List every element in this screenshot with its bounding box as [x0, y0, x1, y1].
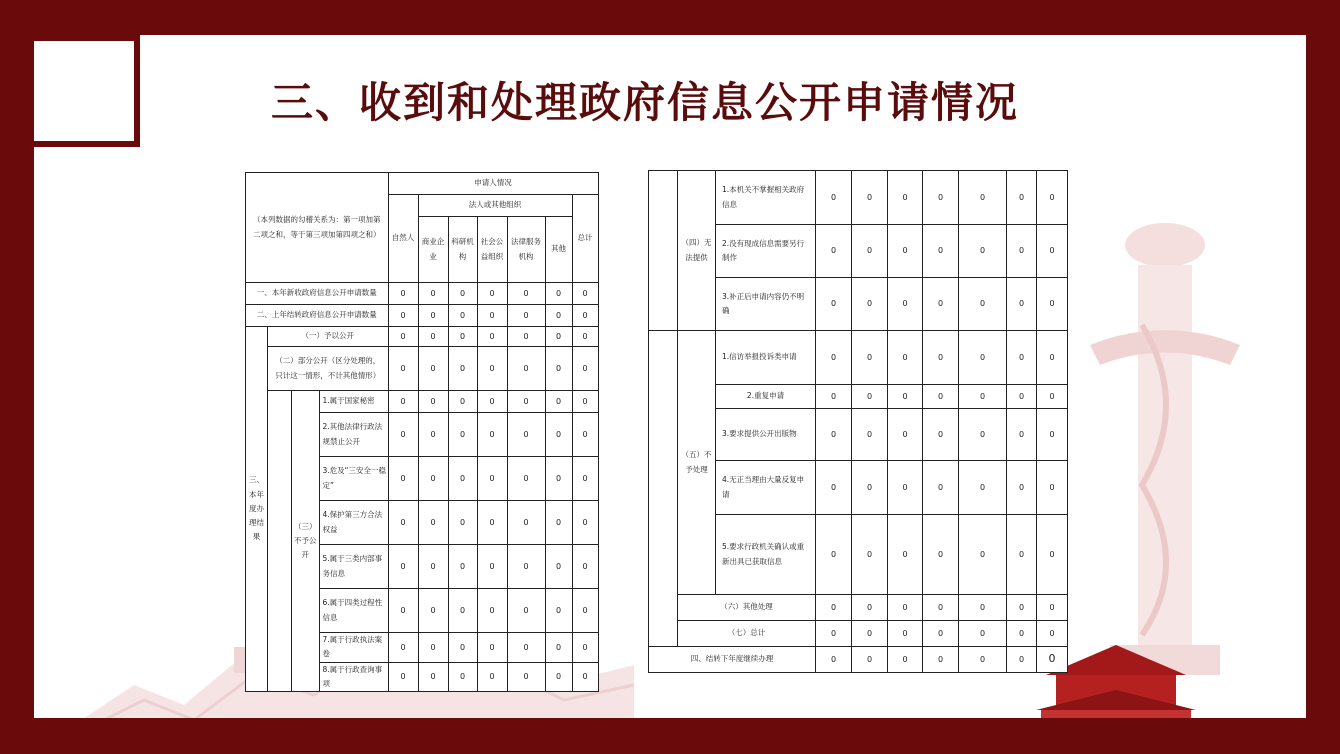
cell-value: 0 [959, 331, 1007, 385]
row-label: 1.属于国家秘密 [319, 391, 388, 413]
cell-value: 0 [507, 327, 545, 347]
cell-value: 0 [959, 515, 1007, 595]
cell-value: 0 [816, 461, 852, 515]
table-row [246, 391, 599, 413]
cell-value: 0 [1037, 225, 1068, 278]
not-handle-group: （五）不予处理 [678, 331, 716, 595]
cell-value: 0 [477, 545, 507, 589]
cell-value: 0 [545, 633, 572, 663]
cell-value: 0 [1037, 621, 1068, 647]
cell-value: 0 [448, 305, 477, 327]
cell-value: 0 [545, 327, 572, 347]
cell-value: 0 [1037, 385, 1068, 409]
cell-value: 0 [959, 461, 1007, 515]
table-row [649, 621, 1068, 647]
row-label: 2.没有现成信息需要另行制作 [716, 225, 816, 278]
cell-value: 0 [545, 589, 572, 633]
cell-value: 0 [418, 347, 448, 391]
right-statistics-table [648, 170, 1068, 673]
cell-value: 0 [418, 327, 448, 347]
cell-value: 0 [1007, 331, 1037, 385]
row-label: 2.其他法律行政法规禁止公开 [319, 413, 388, 457]
cell-value: 0 [545, 413, 572, 457]
row-label: 4.保护第三方合法权益 [319, 501, 388, 545]
cell-value: 0 [507, 633, 545, 663]
cell-value: 0 [852, 647, 888, 673]
cell-value: 0 [545, 501, 572, 545]
cell-value: 0 [388, 633, 418, 663]
cell-value: 0 [852, 621, 888, 647]
cell-value: 0 [477, 413, 507, 457]
cell-value: 0 [572, 283, 598, 305]
cell-value: 0 [852, 278, 888, 331]
row-label: （一）予以公开 [268, 327, 389, 347]
cell-value: 0 [418, 305, 448, 327]
cell-value: 0 [572, 589, 598, 633]
cell-value: 0 [388, 545, 418, 589]
cell-value: 0 [418, 633, 448, 663]
cell-value: 0 [816, 331, 852, 385]
row-label: 5.属于三类内部事务信息 [319, 545, 388, 589]
not-public-group: （三）不予公开 [292, 391, 320, 692]
cell-value: 0 [418, 501, 448, 545]
cell-value: 0 [507, 305, 545, 327]
cell-value: 0 [572, 347, 598, 391]
cell-value: 0 [448, 327, 477, 347]
row-label: 1.本机关不掌握相关政府信息 [716, 171, 816, 225]
cell-value: 0 [418, 391, 448, 413]
header-other: 其他 [545, 217, 572, 283]
cell-value: 0 [507, 589, 545, 633]
cell-value: 0 [888, 278, 923, 331]
header-legal-group: 法人或其他组织 [418, 195, 572, 217]
cell-value: 0 [448, 633, 477, 663]
cell-value: 0 [477, 457, 507, 501]
cell-value: 0 [888, 171, 923, 225]
spacer-cell [649, 331, 678, 647]
cell-value: 0 [888, 225, 923, 278]
cell-value: 0 [448, 457, 477, 501]
cell-value: 0 [1037, 171, 1068, 225]
cell-value: 0 [388, 391, 418, 413]
cell-value: 0 [1037, 515, 1068, 595]
cell-value: 0 [572, 545, 598, 589]
cell-value: 0 [572, 413, 598, 457]
cell-value: 0 [1037, 647, 1068, 673]
cell-value: 0 [477, 391, 507, 413]
cell-value: 0 [852, 225, 888, 278]
cell-value: 0 [816, 515, 852, 595]
cell-value: 0 [959, 278, 1007, 331]
cell-value: 0 [572, 633, 598, 663]
cell-value: 0 [923, 385, 959, 409]
cell-value: 0 [816, 621, 852, 647]
row-label: 5.要求行政机关确认或重新出具已获取信息 [716, 515, 816, 595]
cell-value: 0 [448, 662, 477, 692]
row-label: 1.信访举报投诉类申请 [716, 331, 816, 385]
cell-value: 0 [388, 501, 418, 545]
table-row [246, 305, 599, 327]
huabiao-pillar-watermark [1060, 205, 1270, 685]
table-row [246, 327, 599, 347]
cell-value: 0 [816, 595, 852, 621]
cell-value: 0 [959, 225, 1007, 278]
cell-value: 0 [572, 327, 598, 347]
header-social: 社会公益组织 [477, 217, 507, 283]
cell-value: 0 [1037, 278, 1068, 331]
header-note: （本列数据的勾稽关系为：第一项加第二项之和，等于第三项加第四项之和） [246, 173, 389, 283]
cell-value: 0 [816, 385, 852, 409]
cell-value: 0 [1007, 621, 1037, 647]
row-label: （六）其他处理 [678, 595, 816, 621]
table-row [649, 595, 1068, 621]
cell-value: 0 [448, 413, 477, 457]
cell-value: 0 [959, 171, 1007, 225]
cell-value: 0 [959, 595, 1007, 621]
header-commercial: 商业企业 [418, 217, 448, 283]
row-label: 3.危及“三安全一稳定” [319, 457, 388, 501]
row-label: 四、结转下年度继续办理 [649, 647, 816, 673]
left-statistics-table [245, 172, 599, 692]
right-table-panel [648, 170, 1068, 673]
cell-value: 0 [448, 501, 477, 545]
cell-value: 0 [418, 413, 448, 457]
row-label: 7.属于行政执法案卷 [319, 633, 388, 663]
table-row [246, 347, 599, 391]
cell-value: 0 [816, 225, 852, 278]
page-title: 三、收到和处理政府信息公开申请情况 [270, 78, 1019, 127]
cell-value: 0 [448, 589, 477, 633]
cell-value: 0 [888, 461, 923, 515]
cell-value: 0 [923, 171, 959, 225]
cell-value: 0 [923, 461, 959, 515]
cell-value: 0 [388, 589, 418, 633]
cell-value: 0 [388, 305, 418, 327]
cell-value: 0 [418, 589, 448, 633]
cell-value: 0 [923, 621, 959, 647]
cell-value: 0 [448, 391, 477, 413]
cell-value: 0 [572, 457, 598, 501]
cell-value: 0 [572, 662, 598, 692]
row-label: （七）总计 [678, 621, 816, 647]
cell-value: 0 [507, 413, 545, 457]
cell-value: 0 [888, 409, 923, 461]
cell-value: 0 [959, 409, 1007, 461]
header-legal-service: 法律服务机构 [507, 217, 545, 283]
cell-value: 0 [1007, 461, 1037, 515]
cell-value: 0 [888, 647, 923, 673]
cell-value: 0 [959, 385, 1007, 409]
cell-value: 0 [477, 305, 507, 327]
header-applicant: 申请人情况 [388, 173, 598, 195]
cell-value: 0 [477, 501, 507, 545]
cell-value: 0 [507, 501, 545, 545]
cell-value: 0 [388, 283, 418, 305]
cell-value: 0 [1007, 278, 1037, 331]
cell-value: 0 [816, 409, 852, 461]
cell-value: 0 [545, 662, 572, 692]
row-label: 一、本年新收政府信息公开申请数量 [246, 283, 389, 305]
cell-value: 0 [852, 595, 888, 621]
cell-value: 0 [477, 589, 507, 633]
cell-value: 0 [507, 662, 545, 692]
cell-value: 0 [477, 633, 507, 663]
cell-value: 0 [388, 347, 418, 391]
cell-value: 0 [1007, 385, 1037, 409]
cell-value: 0 [448, 347, 477, 391]
cell-value: 0 [507, 391, 545, 413]
cell-value: 0 [507, 347, 545, 391]
cell-value: 0 [545, 305, 572, 327]
cell-value: 0 [923, 595, 959, 621]
cell-value: 0 [816, 647, 852, 673]
cell-value: 0 [448, 283, 477, 305]
cell-value: 0 [545, 347, 572, 391]
cell-value: 0 [852, 515, 888, 595]
table-row [649, 331, 1068, 385]
cell-value: 0 [1007, 225, 1037, 278]
cell-value: 0 [477, 327, 507, 347]
row-label: 6.属于四类过程性信息 [319, 589, 388, 633]
cell-value: 0 [852, 461, 888, 515]
cell-value: 0 [1007, 171, 1037, 225]
cell-value: 0 [1037, 461, 1068, 515]
cell-value: 0 [418, 457, 448, 501]
cell-value: 0 [923, 647, 959, 673]
left-table-panel [245, 172, 599, 692]
cell-value: 0 [1037, 409, 1068, 461]
cell-value: 0 [388, 662, 418, 692]
cell-value: 0 [888, 621, 923, 647]
cell-value: 0 [477, 347, 507, 391]
table-row [246, 283, 599, 305]
header-natural: 自然人 [388, 195, 418, 283]
cell-value: 0 [1007, 515, 1037, 595]
cell-value: 0 [545, 391, 572, 413]
cell-value: 0 [477, 283, 507, 305]
cell-value: 0 [1037, 331, 1068, 385]
cell-value: 0 [1007, 409, 1037, 461]
cell-value: 0 [507, 283, 545, 305]
header-total: 总计 [572, 195, 598, 283]
row-label: （二）部分公开（区分处理的，只计这一情形，不计其他情形） [268, 347, 389, 391]
cell-value: 0 [388, 327, 418, 347]
cell-value: 0 [816, 278, 852, 331]
row-label: 8.属于行政查询事项 [319, 662, 388, 692]
cell-value: 0 [545, 457, 572, 501]
cell-value: 0 [507, 545, 545, 589]
row-label: 3.补正后申请内容仍不明确 [716, 278, 816, 331]
cell-value: 0 [572, 305, 598, 327]
cell-value: 0 [923, 278, 959, 331]
cell-value: 0 [888, 515, 923, 595]
cell-value: 0 [923, 515, 959, 595]
cell-value: 0 [816, 171, 852, 225]
cell-value: 0 [852, 331, 888, 385]
cell-value: 0 [852, 385, 888, 409]
cell-value: 0 [888, 385, 923, 409]
cell-value: 0 [448, 545, 477, 589]
cell-value: 0 [959, 647, 1007, 673]
row-label: 4.无正当理由大量反复申请 [716, 461, 816, 515]
cell-value: 0 [852, 409, 888, 461]
table-row [649, 647, 1068, 673]
row-label: 二、上年结转政府信息公开申请数量 [246, 305, 389, 327]
cell-value: 0 [852, 171, 888, 225]
cell-value: 0 [572, 391, 598, 413]
cell-value: 0 [923, 331, 959, 385]
cannot-provide-group: （四）无法提供 [678, 171, 716, 331]
cell-value: 0 [959, 621, 1007, 647]
cell-value: 0 [545, 545, 572, 589]
cell-value: 0 [418, 545, 448, 589]
cell-value: 0 [923, 225, 959, 278]
row-label: 2.重复申请 [716, 385, 816, 409]
cell-value: 0 [418, 283, 448, 305]
cell-value: 0 [1007, 647, 1037, 673]
row-label: 3.要求提供公开出版物 [716, 409, 816, 461]
cell-value: 0 [418, 662, 448, 692]
cell-value: 0 [1007, 595, 1037, 621]
cell-value: 0 [888, 595, 923, 621]
cell-value: 0 [923, 409, 959, 461]
table-row [649, 171, 1068, 225]
not-public-label [268, 391, 292, 692]
cell-value: 0 [545, 283, 572, 305]
section-3-label: 三、本年度办理结果 [246, 327, 268, 692]
cell-value: 0 [477, 662, 507, 692]
spacer-cell [649, 171, 678, 331]
header-research: 科研机构 [448, 217, 477, 283]
cell-value: 0 [888, 331, 923, 385]
cell-value: 0 [1037, 595, 1068, 621]
cell-value: 0 [572, 501, 598, 545]
cell-value: 0 [388, 413, 418, 457]
cell-value: 0 [507, 457, 545, 501]
cell-value: 0 [388, 457, 418, 501]
